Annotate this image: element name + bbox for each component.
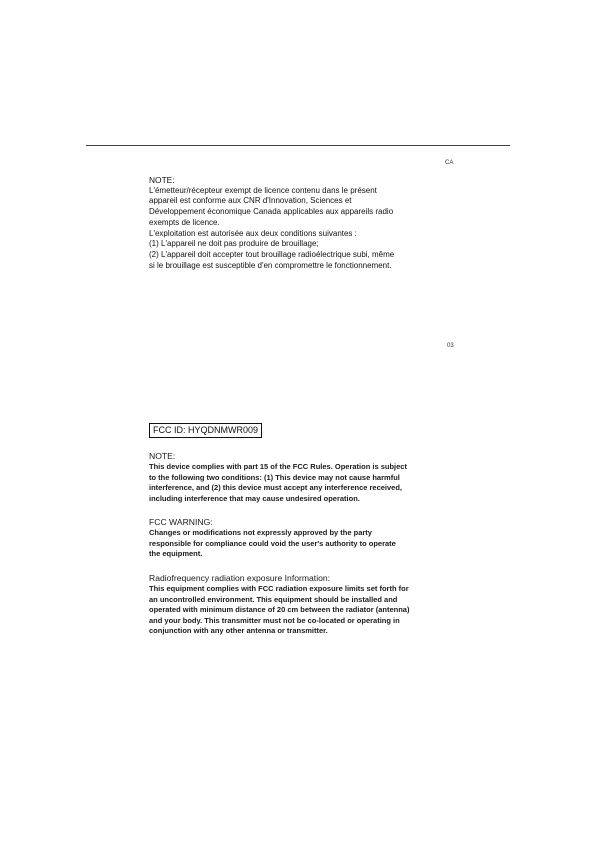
fcc-note-line: interference, and (2) this device must accept any interference received, xyxy=(149,483,403,493)
fcc-note-section xyxy=(149,451,479,504)
fcc-warning-section xyxy=(149,517,479,560)
fcc-note-heading: NOTE: xyxy=(149,451,176,461)
canada-note-line: (1) L'appareil ne doit pas produire de brouillage; xyxy=(149,239,319,249)
header-divider xyxy=(86,145,510,146)
corner-label-ca: CA xyxy=(445,160,454,166)
canada-note-line: exempts de licence. xyxy=(149,217,220,227)
fcc-warning-line: responsible for compliance could void the user's authority to operate xyxy=(149,538,396,548)
fcc-warning-line: Changes or modifications not expressly approved by the party xyxy=(149,528,372,538)
rf-exposure-heading: Radiofrequency radiation exposure Information: xyxy=(149,573,331,583)
rf-exposure-line: an uncontrolled environment. This equipment should be installed and xyxy=(149,594,398,604)
fcc-note-line: including interference that may cause undesired operation. xyxy=(149,493,360,503)
rf-exposure-line: This equipment complies with FCC radiation exposure limits set forth for xyxy=(149,584,409,594)
rf-exposure-line: and your body. This transmitter must not be co-located or operating in xyxy=(149,615,400,625)
rf-exposure-line: operated with minimum distance of 20 cm between the radiator (antenna) xyxy=(149,605,410,615)
canada-note-line: L'exploitation est autorisée aux deux conditions suivantes : xyxy=(149,228,357,238)
fcc-id-label: FCC ID: HYQDNMWR009 xyxy=(149,423,262,438)
canada-note-line: si le brouillage est susceptible d'en compromettre le fonctionnement. xyxy=(149,260,392,270)
rf-exposure-section xyxy=(149,573,479,636)
fcc-note-line: This device complies with part 15 of the FCC Rules. Operation is subject xyxy=(149,462,407,472)
fcc-warning-heading: FCC WARNING: xyxy=(149,517,213,527)
fcc-note-line: to the following two conditions: (1) This device may not cause harmful xyxy=(149,472,400,482)
canada-note-line: appareil est conforme aux CNR d'Innovation, Sciences et xyxy=(149,196,352,206)
canada-note-line: Développement économique Canada applicables aux appareils radio xyxy=(149,207,394,217)
canada-note-heading: NOTE: xyxy=(149,175,175,185)
rf-exposure-line: conjunction with any other antenna or transmitter. xyxy=(149,626,328,636)
canada-note-line: L'émetteur/récepteur exempt de licence contenu dans le présent xyxy=(149,185,377,195)
canada-note-section xyxy=(149,175,479,271)
corner-label-03: 03 xyxy=(447,343,454,349)
canada-note-line: (2) L'appareil doit accepter tout brouillage radioélectrique subi, même xyxy=(149,249,395,259)
fcc-warning-line: the equipment. xyxy=(149,549,203,559)
